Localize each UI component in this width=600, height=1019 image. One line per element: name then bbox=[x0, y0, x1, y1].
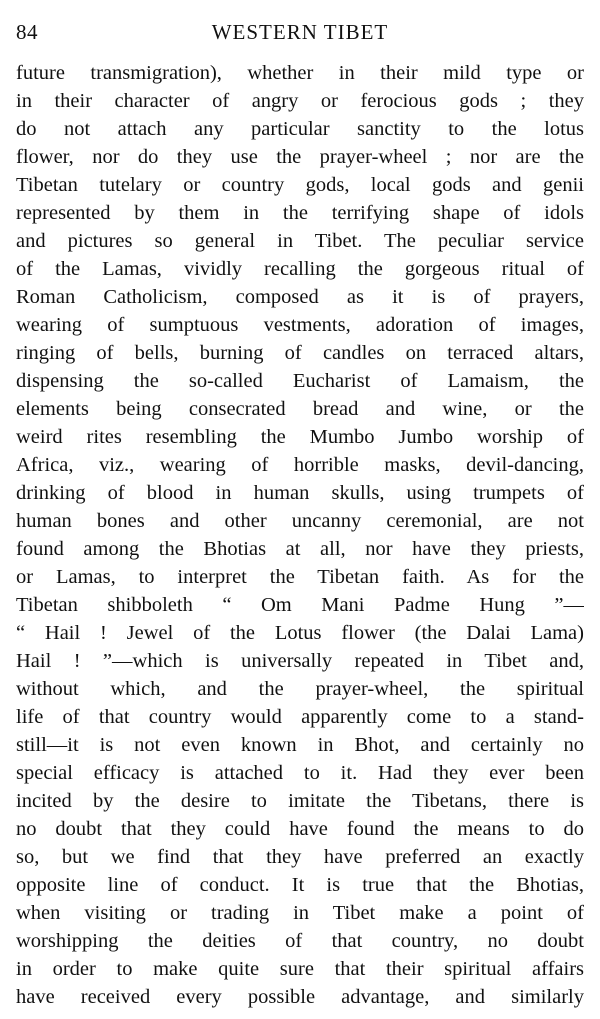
text-line: life of that country would apparently come to a stand- bbox=[16, 706, 584, 728]
text-line: found among the Bhotias at all, nor have they priests, bbox=[16, 538, 584, 560]
text-line: of the Lamas, vividly recalling the gorgeous ritual of bbox=[16, 258, 584, 280]
text-line: in their character of angry or ferocious gods ; they bbox=[16, 90, 584, 112]
text-line: and pictures so general in Tibet. The peculiar service bbox=[16, 230, 584, 252]
text-line: drinking of blood in human skulls, using trumpets of bbox=[16, 482, 584, 504]
text-line: no doubt that they could have found the means to do bbox=[16, 818, 584, 840]
text-line: incited by the desire to imitate the Tibetans, there is bbox=[16, 790, 584, 812]
text-line: have received every possible advantage, and similarly bbox=[16, 986, 584, 1008]
body-text bbox=[16, 59, 584, 1011]
text-line: still—it is not even known in Bhot, and certainly no bbox=[16, 734, 584, 756]
text-line: wearing of sumptuous vestments, adoration of images, bbox=[16, 314, 584, 336]
text-line: represented by them in the terrifying shape of idols bbox=[16, 202, 584, 224]
text-line: worshipping the deities of that country, no doubt bbox=[16, 930, 584, 952]
text-line: “ Hail ! Jewel of the Lotus flower (the Dalai Lama) bbox=[16, 622, 584, 644]
book-page bbox=[16, 12, 584, 1012]
text-line: Tibetan shibboleth “ Om Mani Padme Hung ”— bbox=[16, 594, 584, 616]
text-line: elements being consecrated bread and wine, or the bbox=[16, 398, 584, 420]
text-line: without which, and the prayer-wheel, the spiritual bbox=[16, 678, 584, 700]
running-head bbox=[16, 12, 584, 52]
text-line: ringing of bells, burning of candles on terraced altars, bbox=[16, 342, 584, 364]
text-line: or Lamas, to interpret the Tibetan faith. As for the bbox=[16, 566, 584, 588]
text-line: so, but we find that they have preferred an exactly bbox=[16, 846, 584, 868]
text-line: weird rites resembling the Mumbo Jumbo worship of bbox=[16, 426, 584, 448]
text-line: Tibetan tutelary or country gods, local gods and genii bbox=[16, 174, 584, 196]
running-title: WESTERN TIBET bbox=[211, 20, 389, 44]
text-line: future transmigration), whether in their mild type or bbox=[16, 62, 584, 84]
text-line: Africa, viz., wearing of horrible masks, devil-dancing, bbox=[16, 454, 584, 476]
text-line: human bones and other uncanny ceremonial, are not bbox=[16, 510, 584, 532]
text-line: Roman Catholicism, composed as it is of prayers, bbox=[16, 286, 584, 308]
text-line: when visiting or trading in Tibet make a point of bbox=[16, 902, 584, 924]
page-number: 84 bbox=[16, 20, 38, 44]
text-line: Hail ! ”—which is universally repeated in Tibet and, bbox=[16, 650, 584, 672]
text-line: do not attach any particular sanctity to the lotus bbox=[16, 118, 584, 140]
text-line: dispensing the so-called Eucharist of Lamaism, the bbox=[16, 370, 584, 392]
text-line: opposite line of conduct. It is true that the Bhotias, bbox=[16, 874, 584, 896]
text-line: flower, nor do they use the prayer-wheel ; nor are the bbox=[16, 146, 584, 168]
text-line: special efficacy is attached to it. Had they ever been bbox=[16, 762, 584, 784]
text-line: in order to make quite sure that their spiritual affairs bbox=[16, 958, 584, 980]
